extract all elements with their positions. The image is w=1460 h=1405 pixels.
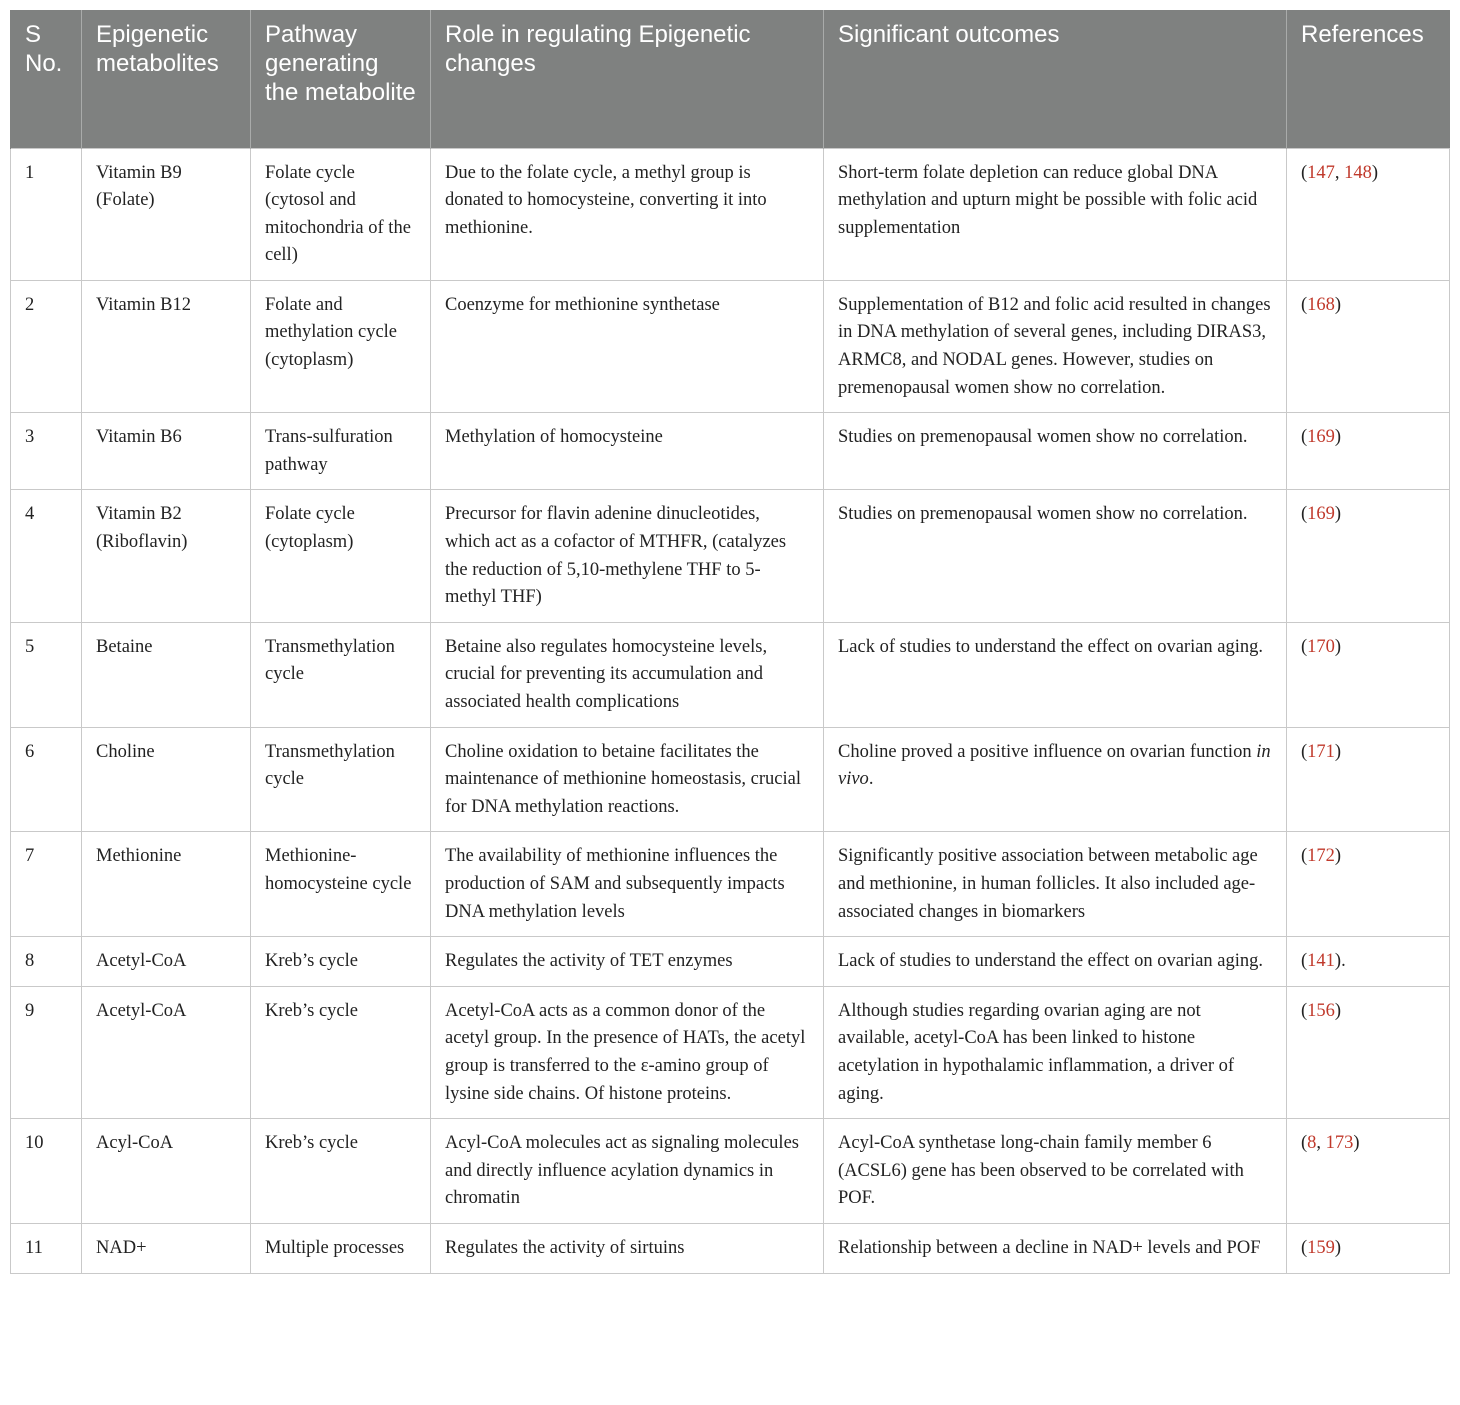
reference-link[interactable]: 156 xyxy=(1307,1000,1335,1021)
table-row xyxy=(11,937,1450,987)
ref-open-paren: ( xyxy=(1301,504,1308,525)
cell-outcome xyxy=(824,490,1287,622)
table-row xyxy=(11,1119,1450,1224)
table-row xyxy=(11,832,1450,937)
cell-sno: 5 xyxy=(11,622,82,727)
cell-sno: 4 xyxy=(11,490,82,622)
cell-role: Precursor for flavin adenine dinucleotides, which act as a cofactor of MTHFR, (catalyzes the reduction of 5,10-methylene THF to 5-methyl THF) xyxy=(431,490,824,622)
table-header xyxy=(11,10,1450,148)
table-row xyxy=(11,727,1450,832)
cell-outcome xyxy=(824,986,1287,1118)
reference-link[interactable]: 147 xyxy=(1307,162,1335,183)
table-row xyxy=(11,148,1450,280)
outcome-text: Short-term folate depletion can reduce global DNA methylation and upturn might be possible with folic acid supplementation xyxy=(838,162,1258,238)
ref-open-paren: ( xyxy=(1301,294,1308,315)
cell-sno: 8 xyxy=(11,937,82,987)
ref-close-paren: ). xyxy=(1334,951,1346,972)
ref-open-paren: ( xyxy=(1301,427,1308,448)
ref-close-paren: ) xyxy=(1334,294,1342,315)
cell-references xyxy=(1287,490,1450,622)
epigenetic-metabolites-table-container xyxy=(10,10,1450,1274)
outcome-text: Acyl-CoA synthetase long-chain family member 6 (ACSL6) gene has been observed to be correlated with POF. xyxy=(838,1133,1244,1209)
ref-close-paren: ) xyxy=(1334,636,1342,657)
cell-metabolite: NAD+ xyxy=(82,1223,251,1273)
table-row xyxy=(11,1223,1450,1273)
header-row xyxy=(11,10,1450,148)
cell-pathway: Multiple processes xyxy=(251,1223,431,1273)
cell-metabolite: Acetyl-CoA xyxy=(82,937,251,987)
cell-metabolite: Vitamin B12 xyxy=(82,280,251,412)
ref-open-paren: ( xyxy=(1301,741,1308,762)
cell-references xyxy=(1287,986,1450,1118)
outcome-text: Studies on premenopausal women show no correlation. xyxy=(838,427,1248,448)
table-row xyxy=(11,490,1450,622)
reference-link[interactable]: 173 xyxy=(1325,1133,1354,1154)
outcome-italic-text: in vivo xyxy=(838,741,1271,790)
cell-outcome xyxy=(824,280,1287,412)
table-row xyxy=(11,280,1450,412)
reference-link[interactable]: 169 xyxy=(1307,427,1335,448)
cell-outcome xyxy=(824,727,1287,832)
ref-close-paren: ) xyxy=(1334,427,1342,448)
cell-role: Acyl-CoA molecules act as signaling molecules and directly influence acylation dynamics in chromatin xyxy=(431,1119,824,1224)
cell-references xyxy=(1287,1119,1450,1224)
header-metabolites: Epigenetic metabolites xyxy=(82,10,251,148)
cell-pathway: Folate cycle (cytoplasm) xyxy=(251,490,431,622)
cell-references xyxy=(1287,148,1450,280)
cell-role: Choline oxidation to betaine facilitates the maintenance of methionine homeostasis, crucial for DNA methylation reactions. xyxy=(431,727,824,832)
table-body xyxy=(11,148,1450,1273)
cell-role: The availability of methionine influences the production of SAM and subsequently impacts DNA methylation levels xyxy=(431,832,824,937)
cell-pathway: Methionine-homocysteine cycle xyxy=(251,832,431,937)
header-role: Role in regulating Epigenetic changes xyxy=(431,10,824,148)
outcome-text: Lack of studies to understand the effect on ovarian aging. xyxy=(838,951,1264,972)
cell-pathway: Kreb’s cycle xyxy=(251,986,431,1118)
table-row xyxy=(11,986,1450,1118)
cell-pathway: Folate cycle (cytosol and mitochondria of the cell) xyxy=(251,148,431,280)
reference-link[interactable]: 8 xyxy=(1307,1133,1317,1154)
cell-sno: 10 xyxy=(11,1119,82,1224)
cell-role: Acetyl-CoA acts as a common donor of the acetyl group. In the presence of HATs, the acetyl group is transferred to the ε-amino group of lysine side chains. Of histone proteins. xyxy=(431,986,824,1118)
cell-outcome xyxy=(824,413,1287,490)
cell-metabolite: Choline xyxy=(82,727,251,832)
outcome-text: Significantly positive association between metabolic age and methionine, in human follicles. It also included age-associated changes in biomarkers xyxy=(838,846,1258,922)
cell-sno: 2 xyxy=(11,280,82,412)
reference-link[interactable]: 170 xyxy=(1307,636,1335,657)
ref-close-paren: ) xyxy=(1334,846,1342,867)
cell-pathway: Transmethylation cycle xyxy=(251,727,431,832)
cell-outcome xyxy=(824,622,1287,727)
ref-close-paren: ) xyxy=(1334,1000,1342,1021)
ref-close-paren: ) xyxy=(1353,1133,1360,1154)
cell-outcome xyxy=(824,832,1287,937)
table-row xyxy=(11,622,1450,727)
cell-role: Coenzyme for methionine synthetase xyxy=(431,280,824,412)
cell-references xyxy=(1287,1223,1450,1273)
cell-role: Regulates the activity of TET enzymes xyxy=(431,937,824,987)
cell-metabolite: Betaine xyxy=(82,622,251,727)
ref-close-paren: ) xyxy=(1334,1237,1342,1258)
outcome-text: Supplementation of B12 and folic acid resulted in changes in DNA methylation of several genes, including DIRAS3, ARMC8, and NODAL genes. However, studies on premenopausal women show no correlation. xyxy=(838,294,1271,398)
cell-sno: 6 xyxy=(11,727,82,832)
cell-references xyxy=(1287,622,1450,727)
cell-metabolite: Vitamin B6 xyxy=(82,413,251,490)
reference-link[interactable]: 171 xyxy=(1307,741,1335,762)
epigenetic-metabolites-table xyxy=(10,10,1450,1274)
cell-role: Due to the folate cycle, a methyl group is donated to homocysteine, converting it into methionine. xyxy=(431,148,824,280)
cell-role: Regulates the activity of sirtuins xyxy=(431,1223,824,1273)
cell-references xyxy=(1287,280,1450,412)
cell-references xyxy=(1287,832,1450,937)
cell-outcome xyxy=(824,1119,1287,1224)
cell-pathway: Kreb’s cycle xyxy=(251,937,431,987)
header-outcomes: Significant outcomes xyxy=(824,10,1287,148)
cell-outcome xyxy=(824,148,1287,280)
header-sno: S No. xyxy=(11,10,82,148)
ref-close-paren: ) xyxy=(1371,162,1379,183)
outcome-tail-text: . xyxy=(868,769,874,790)
ref-open-paren: ( xyxy=(1301,951,1308,972)
cell-references xyxy=(1287,413,1450,490)
ref-open-paren: ( xyxy=(1301,636,1308,657)
ref-open-paren: ( xyxy=(1301,846,1308,867)
outcome-text: Choline proved a positive influence on ovarian function xyxy=(838,741,1257,762)
ref-close-paren: ) xyxy=(1334,504,1342,525)
header-pathway: Pathway generating the metabolite xyxy=(251,10,431,148)
cell-metabolite: Acetyl-CoA xyxy=(82,986,251,1118)
header-references: References xyxy=(1287,10,1450,148)
outcome-text: Although studies regarding ovarian aging are not available, acetyl-CoA has been linked to histone acetylation in hypothalamic inflammation, a driver of aging. xyxy=(838,1000,1235,1104)
ref-open-paren: ( xyxy=(1301,1000,1308,1021)
ref-open-paren: ( xyxy=(1301,162,1308,183)
reference-link[interactable]: 172 xyxy=(1307,846,1335,867)
cell-sno: 1 xyxy=(11,148,82,280)
cell-metabolite: Methionine xyxy=(82,832,251,937)
cell-references xyxy=(1287,727,1450,832)
outcome-text: Lack of studies to understand the effect on ovarian aging. xyxy=(838,636,1264,657)
cell-pathway: Transmethylation cycle xyxy=(251,622,431,727)
cell-outcome xyxy=(824,1223,1287,1273)
cell-references xyxy=(1287,937,1450,987)
ref-open-paren: ( xyxy=(1301,1133,1308,1154)
cell-role: Betaine also regulates homocysteine levels, crucial for preventing its accumulation and associated health complications xyxy=(431,622,824,727)
cell-sno: 9 xyxy=(11,986,82,1118)
ref-open-paren: ( xyxy=(1301,1237,1308,1258)
ref-separator: , xyxy=(1334,162,1345,183)
cell-sno: 7 xyxy=(11,832,82,937)
ref-separator: , xyxy=(1316,1133,1326,1154)
ref-close-paren: ) xyxy=(1334,741,1342,762)
cell-sno: 11 xyxy=(11,1223,82,1273)
outcome-text: Relationship between a decline in NAD+ levels and POF xyxy=(838,1237,1261,1258)
reference-link[interactable]: 168 xyxy=(1307,294,1335,315)
cell-pathway: Folate and methylation cycle (cytoplasm) xyxy=(251,280,431,412)
reference-link[interactable]: 169 xyxy=(1307,504,1335,525)
cell-role: Methylation of homocysteine xyxy=(431,413,824,490)
cell-metabolite: Acyl-CoA xyxy=(82,1119,251,1224)
reference-link[interactable]: 159 xyxy=(1307,1237,1335,1258)
table-row xyxy=(11,413,1450,490)
reference-link[interactable]: 141 xyxy=(1307,951,1335,972)
reference-link[interactable]: 148 xyxy=(1344,162,1372,183)
outcome-text: Studies on premenopausal women show no correlation. xyxy=(838,504,1248,525)
cell-metabolite: Vitamin B2 (Riboflavin) xyxy=(82,490,251,622)
cell-pathway: Kreb’s cycle xyxy=(251,1119,431,1224)
cell-sno: 3 xyxy=(11,413,82,490)
cell-outcome xyxy=(824,937,1287,987)
cell-metabolite: Vitamin B9 (Folate) xyxy=(82,148,251,280)
cell-pathway: Trans-sulfuration pathway xyxy=(251,413,431,490)
